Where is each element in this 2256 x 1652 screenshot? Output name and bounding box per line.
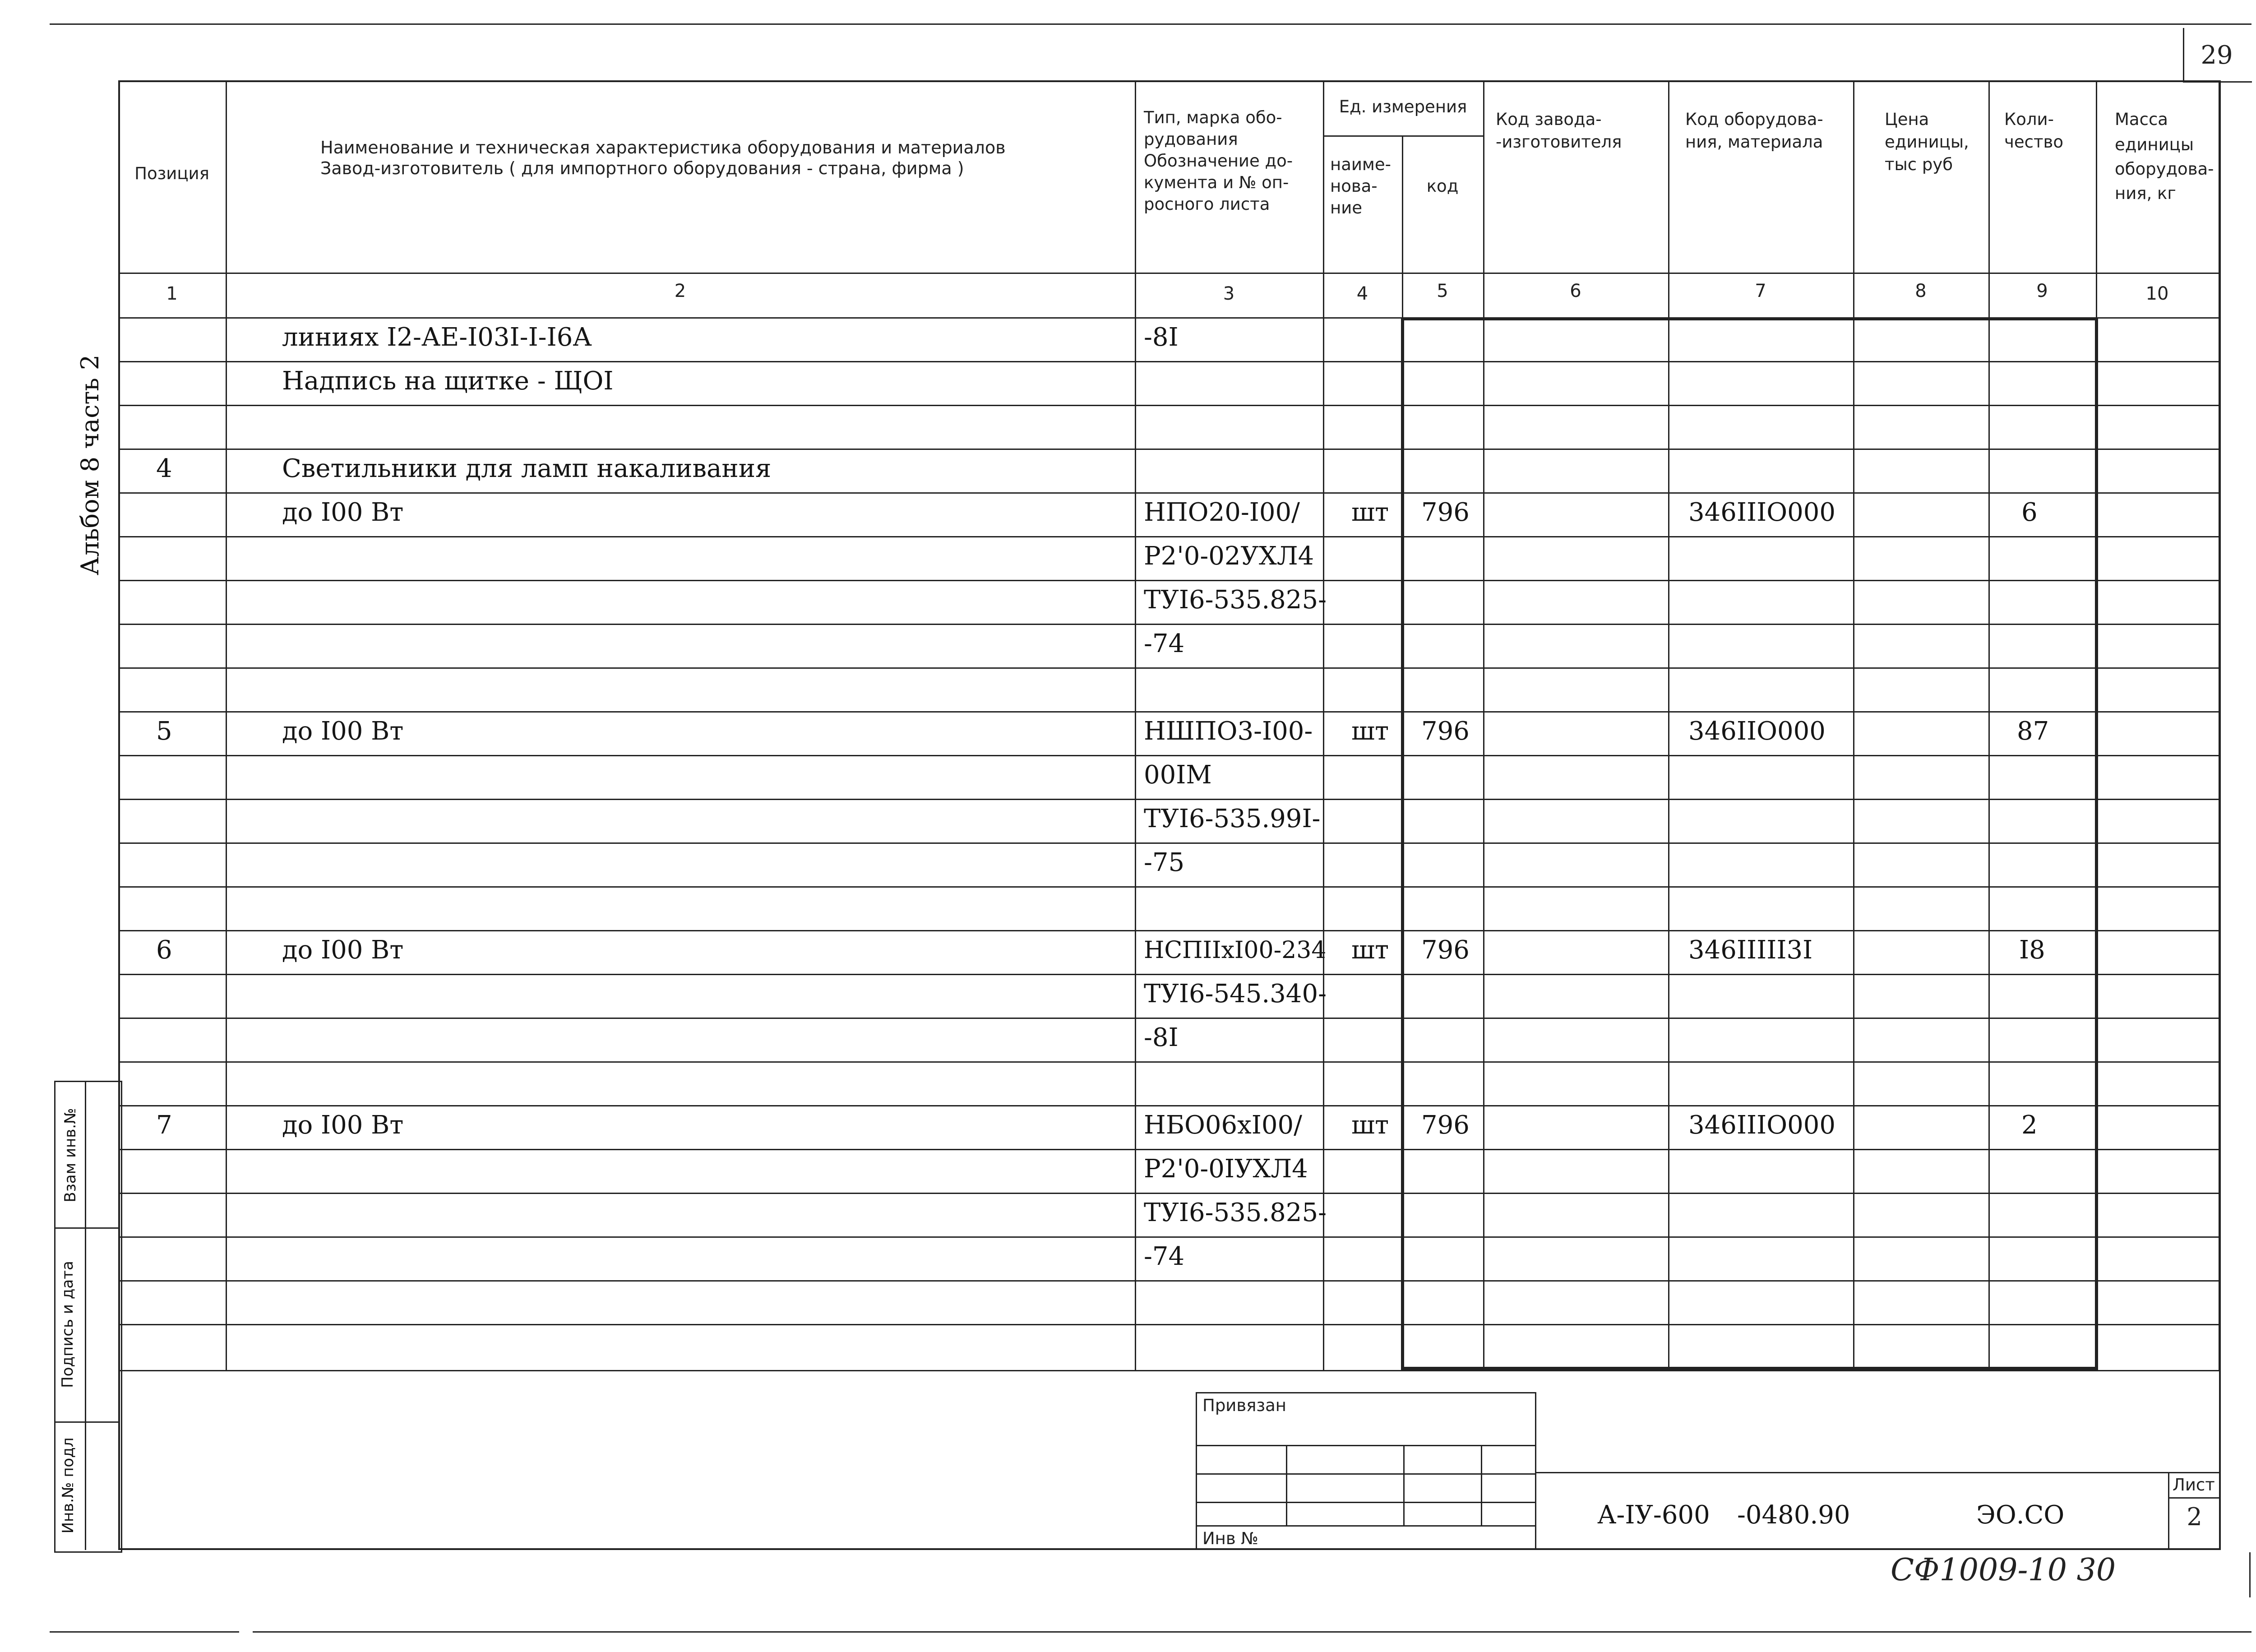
- bound-col-2: [1403, 1445, 1405, 1525]
- bottom-rule-left: [50, 1631, 239, 1633]
- row-type: -74: [1144, 1242, 1185, 1271]
- row-type: НПО20-I00/: [1144, 498, 1300, 527]
- header-equip-code-1: Код оборудова-: [1685, 110, 1823, 129]
- doc-code-c: ЭО.СО: [1976, 1500, 2065, 1530]
- header-unit-code: код: [1426, 176, 1459, 196]
- header-price-2: единицы,: [1885, 132, 1969, 152]
- header-unit-name-2: нова-: [1330, 176, 1378, 196]
- header-type-line4: кумента и № оп-: [1144, 173, 1289, 192]
- row-unit: шт: [1351, 717, 1389, 746]
- header-price-1: Цена: [1885, 110, 1929, 129]
- table-bottom: [118, 1370, 2221, 1371]
- col-number-6: 6: [1570, 281, 1581, 301]
- header-unit-group: Ед. измерения: [1339, 97, 1467, 116]
- row-equip-code: 346IIIО000: [1688, 1111, 1836, 1140]
- row-equip-code: 346IIIО000: [1688, 498, 1836, 527]
- header-factory-code-2: -изготовителя: [1496, 132, 1622, 152]
- page-number: 29: [2201, 41, 2233, 70]
- header-type-line1: Тип, марка обо-: [1144, 108, 1282, 127]
- col-number-4: 4: [1356, 283, 1368, 304]
- row-type: -8I: [1144, 323, 1179, 352]
- row-position: 4: [156, 454, 172, 483]
- row-name: до I00 Вт: [282, 717, 404, 746]
- top-rule: [50, 23, 2251, 25]
- row-type: 00IМ: [1144, 760, 1212, 790]
- bound-row-3: [1196, 1502, 1536, 1503]
- header-unit-name-1: наиме-: [1330, 155, 1391, 174]
- stamp-label-replacement: Взам инв.№: [61, 1108, 79, 1203]
- col-number-8: 8: [1915, 281, 1927, 301]
- inv-label: Инв №: [1202, 1529, 1258, 1548]
- header-type-line5: росного листа: [1144, 194, 1270, 214]
- header-type-line2: рудования: [1144, 130, 1238, 149]
- row-unit-code: 796: [1421, 935, 1470, 965]
- stamp-label-signature: Подпись и дата: [59, 1261, 77, 1388]
- header-bottom: [118, 273, 2221, 274]
- header-type-line3: Обозначение до-: [1144, 151, 1293, 171]
- doc-code-a: А-IУ-600: [1597, 1500, 1710, 1530]
- row-unit: шт: [1351, 1111, 1389, 1140]
- code-area-top: [1536, 1472, 2221, 1473]
- row-unit-code: 796: [1421, 1111, 1470, 1140]
- row-position: 5: [156, 717, 172, 746]
- header-position: Позиция: [134, 164, 209, 183]
- row-position: 6: [156, 935, 172, 965]
- album-title: Альбом 8 часть 2: [76, 354, 104, 575]
- row-equip-code: 346IIО000: [1688, 717, 1826, 746]
- col-number-3: 3: [1223, 283, 1235, 304]
- row-qty: 2: [2021, 1111, 2038, 1140]
- row-equip-code: 346IIIII3I: [1688, 935, 1813, 965]
- row-unit: шт: [1351, 935, 1389, 965]
- sheet-label: Лист: [2173, 1475, 2215, 1495]
- row-qty: 87: [2017, 717, 2049, 746]
- row-unit-code: 796: [1421, 498, 1470, 527]
- header-name-line2: Завод-изготовитель ( для импортного оборудования - страна, фирма ): [320, 158, 964, 178]
- row-type: НБО06хI00/: [1144, 1111, 1302, 1140]
- doc-code-b: -0480.90: [1737, 1500, 1850, 1530]
- header-mass-4: ния, кг: [2115, 184, 2176, 203]
- row-name: до I00 Вт: [282, 498, 404, 527]
- header-mass-1: Масса: [2115, 110, 2168, 129]
- handwritten-note: СФ1009-10 30: [1891, 1552, 2116, 1588]
- bound-row-2: [1196, 1473, 1536, 1475]
- row-name: линиях I2-АЕ-I03I-I-I6А: [282, 323, 592, 352]
- col-number-2: 2: [674, 281, 686, 301]
- row-type: ТУI6-535.825-: [1144, 585, 1327, 615]
- stamp-divider-h1: [54, 1227, 120, 1229]
- row-name: Светильники для ламп накаливания: [282, 454, 772, 483]
- header-name-line1: Наименование и техническая характеристика оборудования и материалов: [320, 138, 1006, 157]
- col-number-10: 10: [2145, 283, 2169, 304]
- row-type: НШПО3-I00-: [1144, 717, 1313, 746]
- row-type: -75: [1144, 848, 1185, 877]
- row-qty: I8: [2019, 935, 2045, 965]
- header-qty-1: Коли-: [2004, 110, 2054, 129]
- col-number-7: 7: [1755, 281, 1766, 301]
- bound-row-4: [1196, 1525, 1536, 1527]
- stamp-divider-v: [85, 1081, 86, 1550]
- sheet-box-divider: [2168, 1497, 2221, 1499]
- row-type: НСПIIхI00-234: [1144, 937, 1327, 964]
- col-number-9: 9: [2036, 281, 2048, 301]
- unit-group-underline: [1323, 135, 1483, 137]
- header-qty-2: чество: [2004, 132, 2063, 152]
- header-factory-code-1: Код завода-: [1496, 110, 1602, 129]
- row-type: Р2'0-02УХЛ4: [1144, 541, 1314, 571]
- row-position: 7: [156, 1111, 172, 1140]
- row-type: ТУI6-535.99I-: [1144, 804, 1321, 833]
- row-type: -74: [1144, 629, 1185, 658]
- bound-row-1: [1196, 1445, 1536, 1446]
- header-equip-code-2: ния, материала: [1685, 132, 1823, 152]
- row-qty: 6: [2021, 498, 2038, 527]
- header-mass-2: единицы: [2115, 135, 2194, 154]
- row-type: ТУI6-545.340-: [1144, 979, 1327, 1009]
- bound-col-3: [1481, 1445, 1482, 1525]
- header-price-3: тыс руб: [1885, 155, 1953, 174]
- header-unit-name-3: ние: [1330, 198, 1363, 217]
- bound-label: Привязан: [1202, 1396, 1286, 1415]
- right-edge-mark: [2249, 1552, 2251, 1597]
- row-unit-code: 796: [1421, 717, 1470, 746]
- bottom-rule-right: [253, 1631, 2251, 1633]
- row-type: ТУI6-535.825-: [1144, 1198, 1327, 1227]
- col-number-5: 5: [1437, 281, 1448, 301]
- row-name: Надпись на щитке - ЩОI: [282, 366, 614, 396]
- row-type: -8I: [1144, 1023, 1179, 1052]
- bound-col-1: [1286, 1445, 1287, 1525]
- row-name: до I00 Вт: [282, 935, 404, 965]
- row-unit: шт: [1351, 498, 1389, 527]
- stamp-label-original: Инв.№ подл: [59, 1437, 77, 1534]
- col-number-1: 1: [166, 283, 178, 304]
- row-type: Р2'0-0IУХЛ4: [1144, 1154, 1308, 1184]
- row-name: до I00 Вт: [282, 1111, 404, 1140]
- header-mass-3: оборудова-: [2115, 159, 2214, 179]
- sheet-number: 2: [2187, 1503, 2202, 1531]
- highlight-frame: [1401, 317, 2098, 1370]
